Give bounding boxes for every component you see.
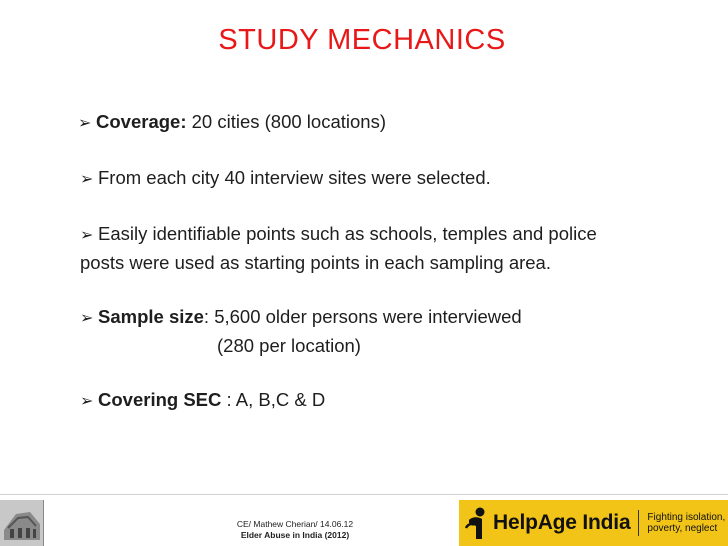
arrow-bullet-icon: ➢ (80, 171, 94, 188)
slide-body (80, 108, 700, 415)
sample-text: : 5,600 older persons were interviewed (203, 306, 522, 327)
tagline-line2: poverty, neglect (647, 523, 718, 534)
helpage-logo (459, 500, 728, 546)
bullet-coverage (78, 108, 698, 137)
footer-divider (0, 494, 728, 495)
sample-sub: (280 per location) (217, 335, 361, 356)
footer-credit (220, 519, 370, 541)
arrow-bullet-icon: ➢ (80, 227, 94, 244)
sample-label: Sample size (98, 306, 204, 327)
bullet-sample (80, 303, 700, 332)
tagline-line1: Fighting isolation, (647, 512, 726, 523)
credit-line1: CE/ Mathew Cherian/ 14.06.12 (236, 519, 354, 529)
coverage-text: 20 cities (800 locations) (186, 111, 386, 132)
brand-separator (638, 510, 639, 536)
coverage-label: Coverage: (96, 111, 187, 132)
arrow-bullet-icon: ➢ (80, 393, 94, 410)
points-line1: Easily identifiable points such as schools, temples and police (98, 223, 597, 244)
bullet-sites (80, 164, 700, 193)
bullet-points (80, 220, 700, 249)
points-line2: posts were used as starting points in each sampling area. (80, 252, 551, 273)
building-photo-icon (0, 500, 44, 546)
credit-line2: Elder Abuse in India (2012) (240, 530, 350, 540)
arrow-bullet-icon: ➢ (80, 310, 94, 327)
bullet-sec (80, 386, 700, 415)
brand-tagline (647, 512, 725, 534)
sec-text: : A, B,C & D (221, 389, 326, 410)
sec-label: Covering SEC (98, 389, 222, 410)
slide-title: STUDY MECHANICS (218, 24, 506, 56)
brand-name: HelpAge India (493, 511, 631, 534)
sites-text: From each city 40 interview sites were selected. (98, 167, 491, 188)
person-figure-icon (465, 506, 489, 540)
arrow-bullet-icon: ➢ (78, 115, 92, 132)
